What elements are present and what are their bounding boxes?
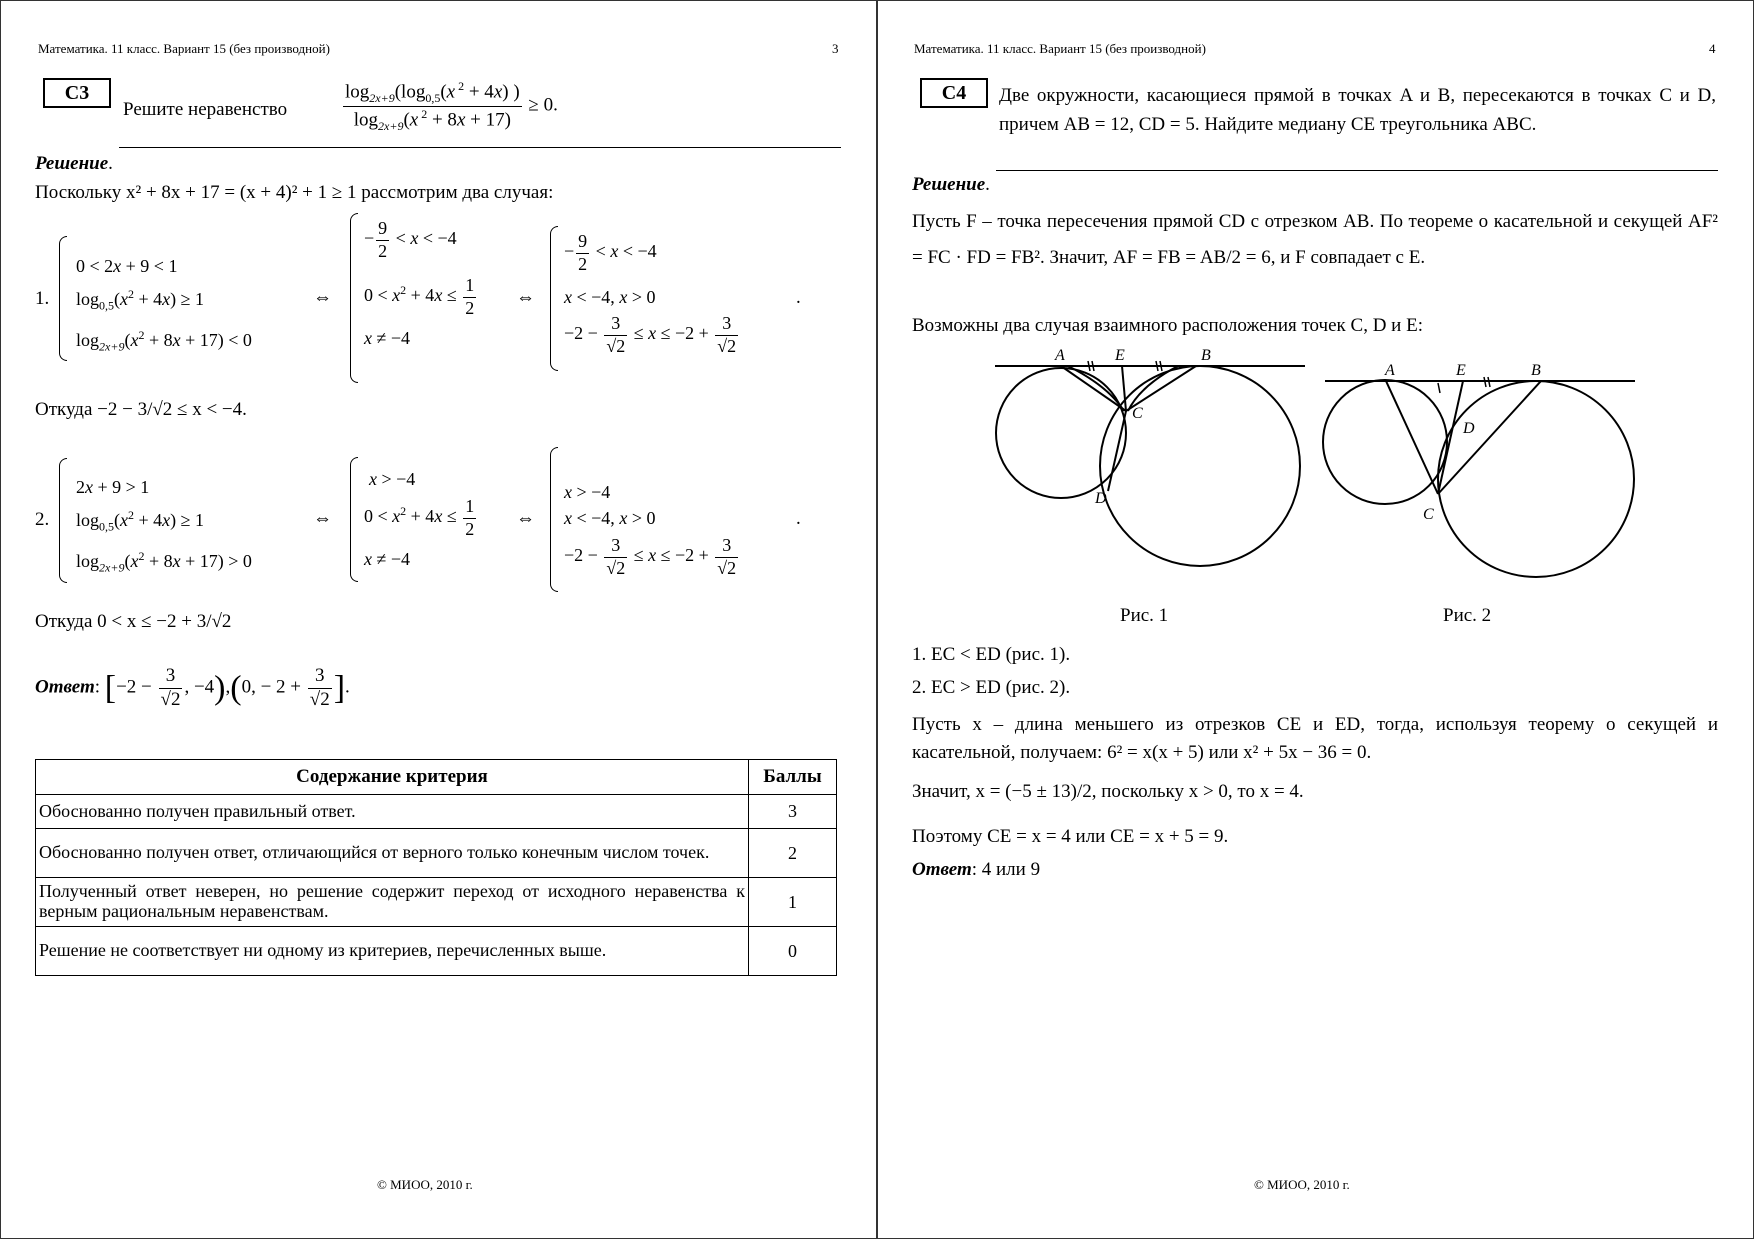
small-circle <box>1323 380 1447 504</box>
criterion-points: 2 <box>749 829 837 878</box>
point-label: C <box>1423 506 1434 523</box>
criterion-points: 0 <box>749 927 837 976</box>
segment <box>1438 381 1541 494</box>
task-code: C3 <box>43 78 111 108</box>
equiv-sign: ⇔ <box>516 287 535 308</box>
system-brace <box>550 447 558 592</box>
point-label: D <box>1463 420 1475 437</box>
point-label: B <box>1531 362 1541 379</box>
case1-system: $\log_{2x+9}(x^2 + 8x + 17) < 0$ <box>76 328 252 354</box>
table-row <box>36 927 837 976</box>
case2-system-2: $0 < x^2 + 4x$ ≤ $\frac{1}{2}$ <box>364 496 475 539</box>
case1-system-3: −2 − $\frac{3}{√2}$ ≤ x ≤ −2 + $\frac{3}{√2}$ <box>564 313 737 356</box>
criterion-text: Обоснованно получен ответ, отличающийся от верного только конечным числом точек. <box>36 829 749 878</box>
point-label: B <box>1201 347 1211 364</box>
answer-value: : 4 или 9 <box>971 859 1041 880</box>
case-line: 1. EC < ED (рис. 1). <box>912 644 1071 665</box>
solution-paragraph: Поэтому CE = x = 4 или CE = x + 5 = 9. <box>912 826 1229 847</box>
solution-paragraph: Пусть F – точка пересечения прямой CD с отрезком AB. По теореме о касательной и секущей AF² = FC · FD = FB². Значит, AF = FB = AB/2 = 6, и F совпадает с E. <box>912 211 1718 268</box>
divider <box>996 170 1718 171</box>
case1-system-2: − $\frac{9}{2}$ < x < −4 <box>364 218 457 261</box>
page-header: Математика. 11 класс. Вариант 15 (без производной) <box>38 41 330 56</box>
point-label: E <box>1456 362 1466 379</box>
case1-system: $\log_{0,5}(x^2 + 4x) \ge 1$ <box>76 287 205 313</box>
case1-system-3: x < −4, x > 0 <box>564 287 656 307</box>
page-footer: © МИОО, 2010 г. <box>377 1177 473 1192</box>
case2-result: Откуда 0 < x ≤ −2 + 3/√2 <box>35 611 232 632</box>
task-text: Две окружности, касающиеся прямой в точках A и B, пересекаются в точках C и D, причем AB = 12, CD = 5. Найдите медиану CE треугольника ABC. <box>999 85 1716 135</box>
table-row <box>36 795 837 829</box>
case2-system-2: x > −4 <box>369 469 416 489</box>
solution-label: Решение <box>35 153 109 174</box>
table-header: Баллы <box>749 760 837 795</box>
divider <box>119 147 841 148</box>
equiv-sign: ⇔ <box>516 508 535 529</box>
solution-paragraph: Возможны два случая взаимного расположения точек C, D и E: <box>912 315 1423 336</box>
page-4: Математика. 11 класс. Вариант 15 (без производной) 4 C4 Две окружности, касающиеся прямой в точках A и B, пересекаются в точках C и D, причем AB = 12, CD = 5. Найдите медиану CE треугольника ABC. Решение. Пусть F – точка пересечения прямой CD с отрезком AB. По теореме о касательной и секущей AF² = FC · FD = FB². Значит, AF = FB = AB/2 = 6, и F совпадает с E. Возможны два случая взаимного расположения точек C, D и E: A E B C D A E B D C Рис. 1 Рис. 2 1. EC < ED (рис. 1). 2. EC > ED (рис. 2). Пусть x – длина меньшего из отрезков CE и ED, тогда, используя теорему о секущей и касательной, получаем: 6² = x(x + 5) или x² + 5x − 36 = 0. Значит, x = (−5 ± 13)/2, поскольку x > 0, то x = 4. Поэтому CE = x = 4 или CE = x + 5 = 9. Ответ: 4 или 9 © МИОО, 2010 г. <box>877 0 1754 1239</box>
solution-paragraph: Пусть x – длина меньшего из отрезков CE и ED, тогда, используя теорему о секущей и касательной, получаем: 6² = x(x + 5) или x² + 5x − 36 = 0. <box>912 714 1718 763</box>
answer: Ответ: [−2 − $\frac{3}{√2}$ , −4),(0, − 2 + $\frac{3}{√2}$ ]. <box>35 665 350 710</box>
criteria-table <box>35 759 837 976</box>
case2-system: $\log_{0,5}(x^2 + 4x) \ge 1$ <box>76 508 205 534</box>
segment <box>1061 366 1126 411</box>
case2-system: $\log_{2x+9}(x^2 + 8x + 17) > 0$ <box>76 549 252 575</box>
case1-system-3: − $\frac{9}{2}$ < x < −4 <box>564 231 657 274</box>
criterion-text: Полученный ответ неверен, но решение содержит переход от исходного неравенства к верным рациональным неравенствам. <box>36 878 749 927</box>
case-line: 2. EC > ED (рис. 2). <box>912 677 1071 698</box>
answer-label: Ответ <box>35 676 95 698</box>
point-label: E <box>1115 347 1125 364</box>
system-brace <box>550 226 558 371</box>
case1-label: 1. <box>35 288 50 309</box>
criterion-text: Решение не соответствует ни одному из критериев, перечисленных выше. <box>36 927 749 976</box>
system-brace <box>350 457 358 582</box>
point-label: A <box>1385 362 1395 379</box>
table-row <box>36 878 837 927</box>
criterion-points: 1 <box>749 878 837 927</box>
segment <box>1386 381 1438 494</box>
figures <box>878 341 1754 581</box>
solution-label: Решение <box>912 174 986 195</box>
case2-system-3: x < −4, x > 0 <box>564 508 656 528</box>
system-brace <box>59 236 67 361</box>
case2-system-2: x ≠ −4 <box>364 549 411 569</box>
table-header-row <box>36 760 837 795</box>
answer-label: Ответ <box>912 859 972 880</box>
case1-system: 0 < 2x + 9 < 1 <box>76 256 178 276</box>
task-inequality: $\frac{\log_{2x+9}(\log_{0,5}(x ^2 + 4x) )}{\log_{2x+9}(x ^2 + 8x + 17)}$ ≥ 0. <box>345 79 558 133</box>
case2-system-3: −2 − $\frac{3}{√2}$ ≤ x ≤ −2 + $\frac{3}{√2}$ <box>564 535 737 578</box>
case1-result: Откуда −2 − 3/√2 ≤ x < −4. <box>35 399 247 420</box>
answer <box>912 859 1040 881</box>
table-header: Содержание критерия <box>36 760 749 795</box>
point-label: D <box>1095 490 1107 507</box>
equiv-sign: ⇔ <box>313 287 332 308</box>
criterion-text: Обоснованно получен правильный ответ. <box>36 795 749 829</box>
task-code: C4 <box>920 78 988 108</box>
large-circle <box>1438 381 1634 577</box>
segment <box>1438 381 1463 494</box>
case2-system: 2x + 9 > 1 <box>76 477 150 497</box>
system-brace <box>350 213 358 383</box>
system-brace <box>59 458 67 583</box>
case1-system-2: $0 < x^2 + 4x$ ≤ $\frac{1}{2}$ <box>364 275 475 318</box>
intro-text: Поскольку x² + 8x + 17 = (x + 4)² + 1 ≥ 1 рассмотрим два случая: <box>35 182 554 203</box>
equiv-sign: ⇔ <box>313 508 332 529</box>
point-label: C <box>1132 405 1143 422</box>
case1-system-2: x ≠ −4 <box>364 328 411 348</box>
criterion-points: 3 <box>749 795 837 829</box>
solution-paragraph: Значит, x = (−5 ± 13)/2, поскольку x > 0, то x = 4. <box>912 781 1304 802</box>
large-circle <box>1100 366 1300 566</box>
task-text: Решите неравенство <box>123 99 288 120</box>
figure-caption: Рис. 1 <box>1120 605 1169 626</box>
page-number: 3 <box>832 41 839 56</box>
table-row <box>36 829 837 878</box>
page-number: 4 <box>1709 41 1716 56</box>
case2-label: 2. <box>35 509 50 530</box>
page-header: Математика. 11 класс. Вариант 15 (без производной) <box>914 41 1206 56</box>
page-3: Математика. 11 класс. Вариант 15 (без производной) 3 C3 Решите неравенство $\frac{\log_{2x+9}(\log_{0,5}(x ^2 + 4x) )}{\log_{2x+9}(x ^2 + 8x + 17)}$ ≥ 0. Решение. Поскольку x² + 8x + 17 = (x + 4)² + 1 ≥ 1 рассмотрим два случая: 1. 0 < 2x + 9 < 1 $\log_{0,5}(x^2 + 4x) \ge 1$ $\log_{2x+9}(x^2 + 8x + 17) < 0$ ⇔ − $\frac{9}{2}$ < x < −4 $0 < x^2 + 4x$ ≤ $\frac{1}{2}$ x ≠ −4 ⇔ − $\frac{9}{2}$ < x < −4 x < −4, x > 0 −2 − $\frac{3}{√2}$ ≤ x ≤ −2 + $\frac{3}{√2}$ . Откуда −2 − 3/√2 ≤ x < −4. 2. 2x + 9 > 1 $\log_{0,5}(x^2 + 4x) \ge 1$ $\log_{2x+9}(x^2 + 8x + 17) > 0$ ⇔ x > −4 $0 < x^2 + 4x$ ≤ $\frac{1}{2}$ x ≠ −4 ⇔ x > −4 x < −4, x > 0 −2 − $\frac{3}{√2}$ ≤ x ≤ −2 + $\frac{3}{√2}$ . Откуда 0 < x ≤ −2 + 3/√2 Ответ: [−2 − $\frac{3}{√2}$ , −4),(0, − 2 + $\frac{3}{√2}$ ]. Содержание критерия Баллы Обоснованно получен правильный ответ. 3 Обоснованно получен ответ, отличающийся от верного только конечным числом точек. 2 Полученный ответ неверен, но решение содержит переход от исходного неравенства к верным рациональным неравенствам. 1 Решение не соответствует ни одному из критериев, перечисленных выше. 0 © МИОО, 2010 г. <box>0 0 877 1239</box>
figure-caption: Рис. 2 <box>1443 605 1492 626</box>
page-footer: © МИОО, 2010 г. <box>1254 1177 1350 1192</box>
case2-system-3: x > −4 <box>564 482 611 502</box>
point-label: A <box>1055 347 1065 364</box>
